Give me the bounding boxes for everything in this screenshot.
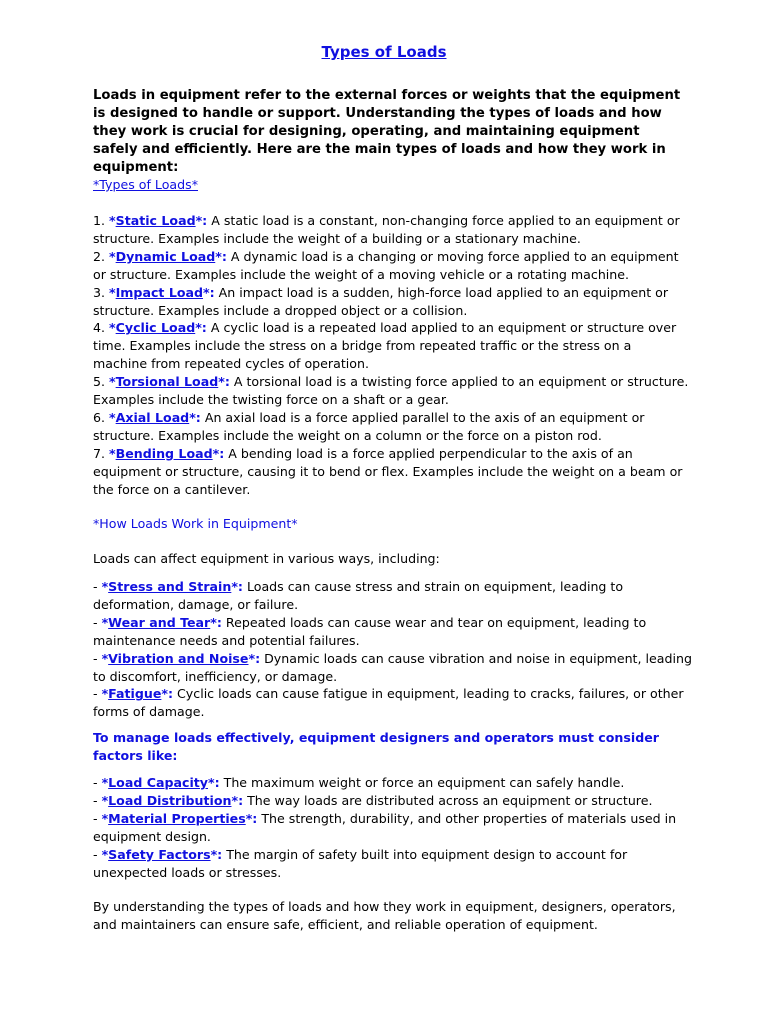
item-text: An impact load is a sudden, high-force load applied to an equipment or: [214, 284, 669, 300]
manage-heading: To manage loads effectively, equipment designers and operators must consider factors like:: [93, 730, 659, 763]
list-item: [93, 445, 685, 463]
term-open-marker: *: [109, 213, 116, 228]
term-close-marker: *:: [210, 614, 222, 630]
item-prefix: -: [93, 686, 102, 702]
term-link[interactable]: [102, 847, 223, 862]
term-close-marker: *:: [161, 686, 174, 702]
item-continuation: structure. Examples include the weight on a column or the force on a piston rod.: [93, 427, 602, 443]
term-name[interactable]: Stress and Strain: [108, 579, 232, 594]
term-close-marker: *:: [231, 792, 244, 808]
item-text: A static load is a constant, non-changing force applied to an equipment or: [207, 213, 680, 228]
conclusion-line: and maintainers can ensure safe, efficient, and reliable operation of equipment.: [93, 916, 598, 932]
term-open-marker: *: [101, 846, 109, 862]
item-text: The maximum weight or force an equipment can safely handle.: [219, 775, 625, 790]
list-item: [93, 373, 689, 391]
term-name[interactable]: Fatigue: [108, 686, 162, 702]
term-open-marker: *: [109, 374, 116, 390]
item-prefix: -: [93, 810, 102, 826]
item-text: Repeated loads can cause wear and tear on equipment, leading to: [221, 614, 647, 630]
item-text: The margin of safety built into equipment design to account for: [222, 846, 628, 862]
term-name[interactable]: Static Load: [115, 213, 196, 228]
item-text: A bending load is a force applied perpendicular to the axis of an: [224, 445, 633, 461]
list-item: [93, 810, 685, 828]
term-link[interactable]: [109, 320, 207, 335]
term-close-marker: *:: [248, 650, 261, 666]
item-continuation: maintenance needs and potential failures.: [93, 632, 360, 648]
term-name[interactable]: Axial Load: [115, 409, 190, 425]
term-link[interactable]: [109, 213, 207, 228]
item-continuation: equipment design.: [93, 828, 211, 844]
term-link[interactable]: [102, 651, 261, 666]
term-open-marker: *: [109, 445, 116, 461]
term-close-marker: *:: [189, 409, 201, 425]
term-close-marker: *:: [245, 810, 258, 826]
item-text: The way loads are distributed across an equipment or structure.: [243, 792, 653, 808]
item-continuation: structure. Examples include a dropped object or a collision.: [93, 302, 468, 318]
item-prefix: 2.: [93, 248, 110, 264]
item-prefix: -: [93, 650, 102, 666]
types-heading: *Types of Loads*: [93, 177, 198, 192]
term-name[interactable]: Impact Load: [115, 284, 204, 300]
item-continuation: to discomfort, inefficiency, or damage.: [93, 668, 338, 684]
term-name[interactable]: Safety Factors: [108, 846, 211, 862]
item-text: A cyclic load is a repeated load applied to an equipment or structure over: [206, 320, 677, 336]
term-close-marker: *:: [212, 445, 225, 461]
list-item: [93, 578, 685, 596]
term-close-marker: *:: [208, 775, 220, 790]
item-prefix: -: [93, 579, 102, 594]
term-name[interactable]: Vibration and Noise: [108, 650, 249, 666]
term-open-marker: *: [101, 810, 109, 826]
list-item: [93, 650, 692, 668]
item-text: Loads can cause stress and strain on equipment, leading to: [242, 579, 624, 594]
term-open-marker: *: [109, 320, 116, 336]
term-name[interactable]: Load Capacity: [108, 775, 208, 790]
item-continuation: structure. Examples include the weight of a building or a stationary machine.: [93, 230, 581, 246]
term-name[interactable]: Wear and Tear: [108, 614, 211, 630]
item-prefix: -: [93, 846, 102, 862]
term-open-marker: *: [101, 650, 109, 666]
list-item: [93, 212, 685, 230]
term-close-marker: *:: [215, 248, 227, 264]
item-continuation: forms of damage.: [93, 704, 205, 720]
item-continuation: time. Examples include the stress on a bridge from repeated traffic or the stress on a: [93, 338, 632, 354]
term-open-marker: *: [109, 409, 116, 425]
term-close-marker: *:: [195, 320, 207, 336]
term-link[interactable]: [109, 410, 201, 425]
item-text: Dynamic loads can cause vibration and noise in equipment, leading: [260, 650, 692, 666]
item-continuation: unexpected loads or stresses.: [93, 864, 282, 880]
item-prefix: 5.: [93, 374, 110, 390]
list-item: [93, 846, 685, 864]
term-open-marker: *: [109, 248, 116, 264]
item-prefix: 6.: [93, 409, 110, 425]
item-prefix: -: [93, 775, 102, 790]
list-item: [93, 685, 685, 703]
term-open-marker: *: [101, 686, 109, 702]
term-close-marker: *:: [195, 213, 208, 228]
term-link[interactable]: [102, 615, 222, 630]
item-continuation: or structure. Examples include the weight of a moving vehicle or a rotating machine.: [93, 266, 630, 282]
term-close-marker: *:: [203, 284, 215, 300]
item-prefix: -: [93, 792, 102, 808]
term-link[interactable]: [109, 446, 224, 461]
list-item: [93, 614, 685, 632]
conclusion-line: By understanding the types of loads and how they work in equipment, designers, operators,: [93, 899, 676, 914]
term-link[interactable]: [102, 579, 243, 594]
term-name[interactable]: Torsional Load: [115, 374, 219, 390]
list-item: [93, 284, 685, 302]
list-item: [93, 774, 685, 792]
term-name[interactable]: Dynamic Load: [115, 248, 216, 264]
term-name[interactable]: Cyclic Load: [115, 320, 196, 336]
item-prefix: 4.: [93, 320, 110, 336]
page-title: Types of Loads: [321, 43, 447, 61]
term-close-marker: *:: [218, 374, 230, 390]
term-open-marker: *: [101, 792, 109, 808]
item-prefix: -: [93, 614, 102, 630]
effects-list: [93, 578, 692, 721]
term-close-marker: *:: [231, 579, 243, 594]
item-continuation: Examples include the twisting force on a shaft or a gear.: [93, 392, 449, 408]
term-link[interactable]: [109, 374, 230, 389]
term-open-marker: *: [101, 579, 109, 594]
item-text: Cyclic loads can cause fatigue in equipment, leading to cracks, failures, or other: [173, 686, 684, 702]
term-link[interactable]: [102, 811, 258, 826]
item-text: A dynamic load is a changing or moving force applied to an equipment: [226, 248, 679, 264]
intro-paragraph: Loads in equipment refer to the external forces or weights that the equipment is designed to handle or support. Understanding the types of loads and how they work is crucial for designing, operating, and maintaining equipment safely and efficiently. Here are the main types of loads and how they work in equipment:: [93, 88, 681, 175]
term-link[interactable]: [102, 686, 173, 701]
conclusion-paragraph: [93, 898, 685, 934]
term-name[interactable]: Bending Load: [115, 445, 213, 461]
list-item: [93, 248, 685, 266]
term-name[interactable]: Load Distribution: [108, 792, 232, 808]
item-prefix: 1.: [93, 213, 110, 228]
term-open-marker: *: [109, 284, 116, 300]
factors-list: [93, 774, 685, 881]
item-continuation: the force on a cantilever.: [93, 481, 251, 497]
term-open-marker: *: [101, 775, 109, 790]
item-text: An axial load is a force applied parallel to the axis of an equipment or: [200, 409, 645, 425]
item-continuation: deformation, damage, or failure.: [93, 596, 299, 612]
term-close-marker: *:: [210, 846, 223, 862]
list-item: [93, 792, 685, 810]
item-prefix: 3.: [93, 284, 110, 300]
term-link[interactable]: [109, 249, 227, 264]
term-open-marker: *: [101, 614, 109, 630]
how-heading: *How Loads Work in Equipment*: [93, 516, 298, 531]
list-item: [93, 409, 685, 427]
item-continuation: equipment or structure, causing it to bend or flex. Examples include the weight on a beam or: [93, 463, 683, 479]
item-prefix: 7.: [93, 445, 110, 461]
term-link[interactable]: [102, 775, 220, 790]
item-text: The strength, durability, and other properties of materials used in: [257, 810, 677, 826]
term-link[interactable]: [102, 793, 244, 808]
types-list: [93, 212, 689, 499]
item-text: A torsional load is a twisting force applied to an equipment or structure.: [229, 374, 689, 390]
term-name[interactable]: Material Properties: [108, 810, 246, 826]
term-link[interactable]: [109, 285, 215, 300]
item-continuation: machine from repeated cycles of operation.: [93, 356, 369, 372]
how-intro: Loads can affect equipment in various ways, including:: [93, 551, 440, 566]
list-item: [93, 319, 685, 337]
